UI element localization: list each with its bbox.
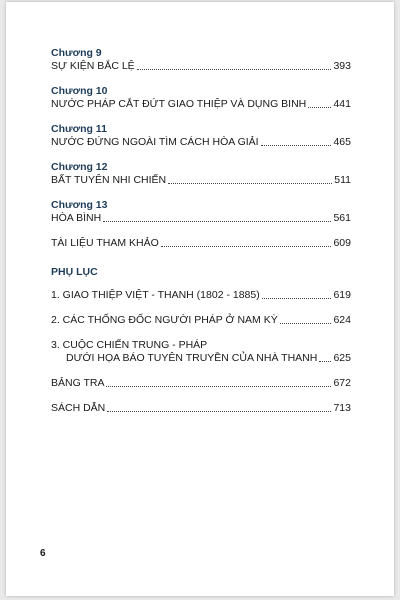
dot-leader [319, 361, 331, 362]
chapter-number: Chương 10 [51, 85, 108, 97]
chapter-title: HÒA BÌNH [51, 212, 102, 224]
references-title: TÀI LIỆU THAM KHẢO [51, 237, 159, 249]
page-ref: 393 [333, 60, 351, 72]
dot-leader [262, 298, 332, 299]
chapter-entry [51, 161, 351, 187]
toc-line [51, 136, 351, 149]
index-entry [51, 377, 351, 390]
appendix-item [51, 314, 351, 327]
chapter-number: Chương 11 [51, 123, 107, 135]
chapter-number: Chương 13 [51, 199, 108, 211]
toc-line [51, 212, 351, 225]
toc-line [51, 289, 351, 302]
dot-leader [161, 246, 332, 247]
chapter-title: NƯỚC ĐỨNG NGOÀI TÌM CÁCH HÒA GIẢI [51, 136, 259, 148]
chapter-title: SỰ KIỆN BẮC LỆ [51, 60, 135, 72]
appendix-item-title-line2: DƯỚI HỌA BÁO TUYÊN TRUYỀN CỦA NHÀ THANH [66, 352, 318, 364]
appendix-item-title-line1: 3. CUỘC CHIẾN TRUNG - PHÁP [51, 339, 208, 351]
dot-leader [168, 183, 332, 184]
dot-leader [106, 386, 331, 387]
dot-leader [107, 411, 331, 412]
chapter-entry [51, 85, 351, 111]
chapter-entry [51, 123, 351, 149]
toc-line [51, 98, 351, 111]
toc-line [51, 314, 351, 327]
dot-leader [261, 145, 332, 146]
page-ref: 672 [333, 377, 351, 389]
toc-line [51, 352, 351, 365]
dot-leader [280, 323, 332, 324]
page-ref: 511 [334, 174, 351, 186]
appendix-item [51, 289, 351, 302]
page-ref: 561 [333, 212, 351, 224]
dot-leader [308, 107, 331, 108]
bibliography-title: SÁCH DẪN [51, 402, 106, 414]
chapter-entry [51, 199, 351, 225]
chapter-title: NƯỚC PHÁP CẮT ĐỨT GIAO THIỆP VÀ DỤNG BINH [51, 98, 307, 110]
toc-line [51, 60, 351, 73]
index-title: BẢNG TRA [51, 377, 105, 389]
page-ref: 609 [333, 237, 351, 249]
appendix-item-title: 2. CÁC THỐNG ĐỐC NGƯỜI PHÁP Ở NAM KỲ [51, 314, 278, 326]
table-of-contents [51, 47, 351, 427]
toc-line [51, 174, 351, 187]
chapter-entry [51, 47, 351, 73]
book-page [6, 2, 394, 596]
appendix-heading: PHỤ LỤC [51, 266, 98, 278]
dot-leader [103, 221, 331, 222]
chapter-title: BẤT TUYÊN NHI CHIẾN [51, 174, 167, 186]
appendix-item [51, 339, 351, 365]
page-ref: 624 [333, 314, 351, 326]
appendix-item-title: 1. GIAO THIỆP VIỆT - THANH (1802 - 1885) [51, 289, 260, 301]
page-ref: 441 [333, 98, 351, 110]
chapter-number: Chương 9 [51, 47, 102, 59]
dot-leader [137, 69, 332, 70]
chapter-number: Chương 12 [51, 161, 108, 173]
page-number: 6 [40, 548, 46, 559]
references-entry [51, 237, 351, 250]
bibliography-entry [51, 402, 351, 415]
page-ref: 465 [333, 136, 351, 148]
page-ref: 713 [333, 402, 351, 414]
page-ref: 619 [333, 289, 351, 301]
page-ref: 625 [333, 352, 351, 364]
toc-line [51, 377, 351, 390]
toc-line [51, 402, 351, 415]
